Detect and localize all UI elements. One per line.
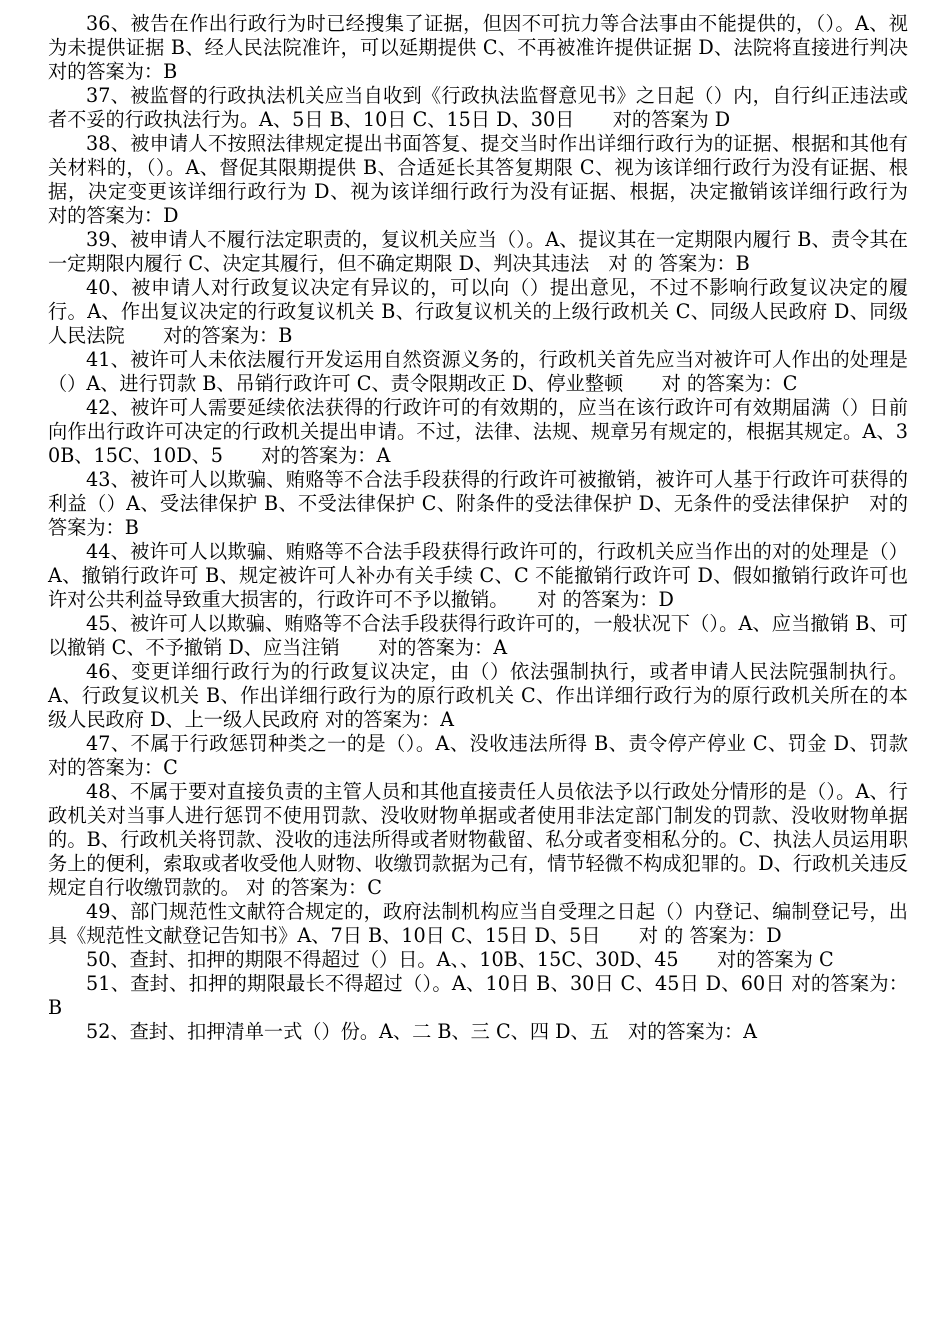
question-44: 44、被许可人以欺骗、贿赂等不合法手段获得行政许可的，行政机关应当作出的对的处理是（）A、撤销行政许可 B、规定被许可人补办有关手续 C、C 不能撤销行政许可 D、假如撤销行政许可也许对公共利益导致重大损害的，行政许可不予以撤销。 对 的答案为：D xyxy=(48,540,908,611)
question-43: 43、被许可人以欺骗、贿赂等不合法手段获得的行政许可被撤销，被许可人基于行政许可获得的利益（）A、受法律保护 B、不受法律保护 C、附条件的受法律保护 D、无条件的受法律保护 对的答案为：B xyxy=(48,468,908,539)
document-page xyxy=(48,12,947,1044)
question-51: 51、查封、扣押的期限最长不得超过（）。A、10日 B、30日 C、45日 D、60日 对的答案为：B xyxy=(48,972,908,1019)
question-37: 37、被监督的行政执法机关应当自收到《行政执法监督意见书》之日起（）内，自行纠正违法或者不妥的行政执法行为。A、5日 B、10日 C、15日 D、30日 对的答案为 D xyxy=(48,84,908,131)
question-41: 41、被许可人未依法履行开发运用自然资源义务的，行政机关首先应当对被许可人作出的处理是（）A、进行罚款 B、吊销行政许可 C、责令限期改正 D、停业整顿 对 的答案为：C xyxy=(48,348,908,395)
question-40: 40、被申请人对行政复议决定有异议的，可以向（）提出意见，不过不影响行政复议决定的履行。A、作出复议决定的行政复议机关 B、行政复议机关的上级行政机关 C、同级人民政府 D、同级人民法院 对的答案为：B xyxy=(48,276,908,347)
question-50: 50、查封、扣押的期限不得超过（）日。A、、10B、15C、30D、45 对的答案为 C xyxy=(86,948,834,971)
question-45: 45、被许可人以欺骗、贿赂等不合法手段获得行政许可的，一般状况下（）。A、应当撤销 B、可以撤销 C、不予撤销 D、应当注销 对的答案为：A xyxy=(48,612,908,659)
question-49: 49、部门规范性文献符合规定的，政府法制机构应当自受理之日起（）内登记、编制登记号，出具《规范性文献登记告知书》A、7日 B、10日 C、15日 D、5日 对 的 答案为：D xyxy=(48,900,908,947)
question-47: 47、不属于行政惩罚种类之一的是（）。A、没收违法所得 B、责令停产停业 C、罚金 D、罚款 对的答案为：C xyxy=(48,732,947,779)
question-52: 52、查封、扣押清单一式（）份。A、二 B、三 C、四 D、五 对的答案为：A xyxy=(86,1020,758,1043)
question-46: 46、变更详细行政行为的行政复议决定，由（）依法强制执行，或者申请人民法院强制执行。A、行政复议机关 B、作出详细行政行为的原行政机关 C、作出详细行政行为的原行政机关所在的本级人民政府 D、上一级人民政府 对的答案为：A xyxy=(48,660,908,731)
question-48: 48、不属于要对直接负责的主管人员和其他直接责任人员依法予以行政处分情形的是（）。A、行政机关对当事人进行惩罚不使用罚款、没收财物单据或者使用非法定部门制发的罚款、没收财物单据的。B、行政机关将罚款、没收的违法所得或者财物截留、私分或者变相私分的。C、执法人员运用职务上的便利，索取或者收受他人财物、收缴罚款据为己有，情节轻微不构成犯罪的。D、行政机关违反规定自行收缴罚款的。 对 的答案为：C xyxy=(48,780,908,899)
question-38: 38、被申请人不按照法律规定提出书面答复、提交当时作出详细行政行为的证据、根据和其他有关材料的，（）。A、督促其限期提供 B、合适延长其答复期限 C、视为该详细行政行为没有证据、根据，决定变更该详细行政行为 D、视为该详细行政行为没有证据、根据，决定撤销该详细行政行为 对的答案为：D xyxy=(48,132,947,227)
question-42: 42、被许可人需要延续依法获得的行政许可的有效期的，应当在该行政许可有效期届满（）日前向作出行政许可决定的行政机关提出申请。不过，法律、法规、规章另有规定的，根据其规定。A、30B、15C、10D、5 对的答案为：A xyxy=(48,396,908,467)
question-36: 36、被告在作出行政行为时已经搜集了证据，但因不可抗力等合法事由不能提供的，（）。A、视为未提供证据 B、经人民法院准许，可以延期提供 C、不再被准许提供证据 D、法院将直接进行判决 对的答案为：B xyxy=(48,12,947,83)
question-39: 39、被申请人不履行法定职责的，复议机关应当（）。A、提议其在一定期限内履行 B、责令其在一定期限内履行 C、决定其履行，但不确定期限 D、判决其违法 对 的 答案为：B xyxy=(48,228,908,275)
